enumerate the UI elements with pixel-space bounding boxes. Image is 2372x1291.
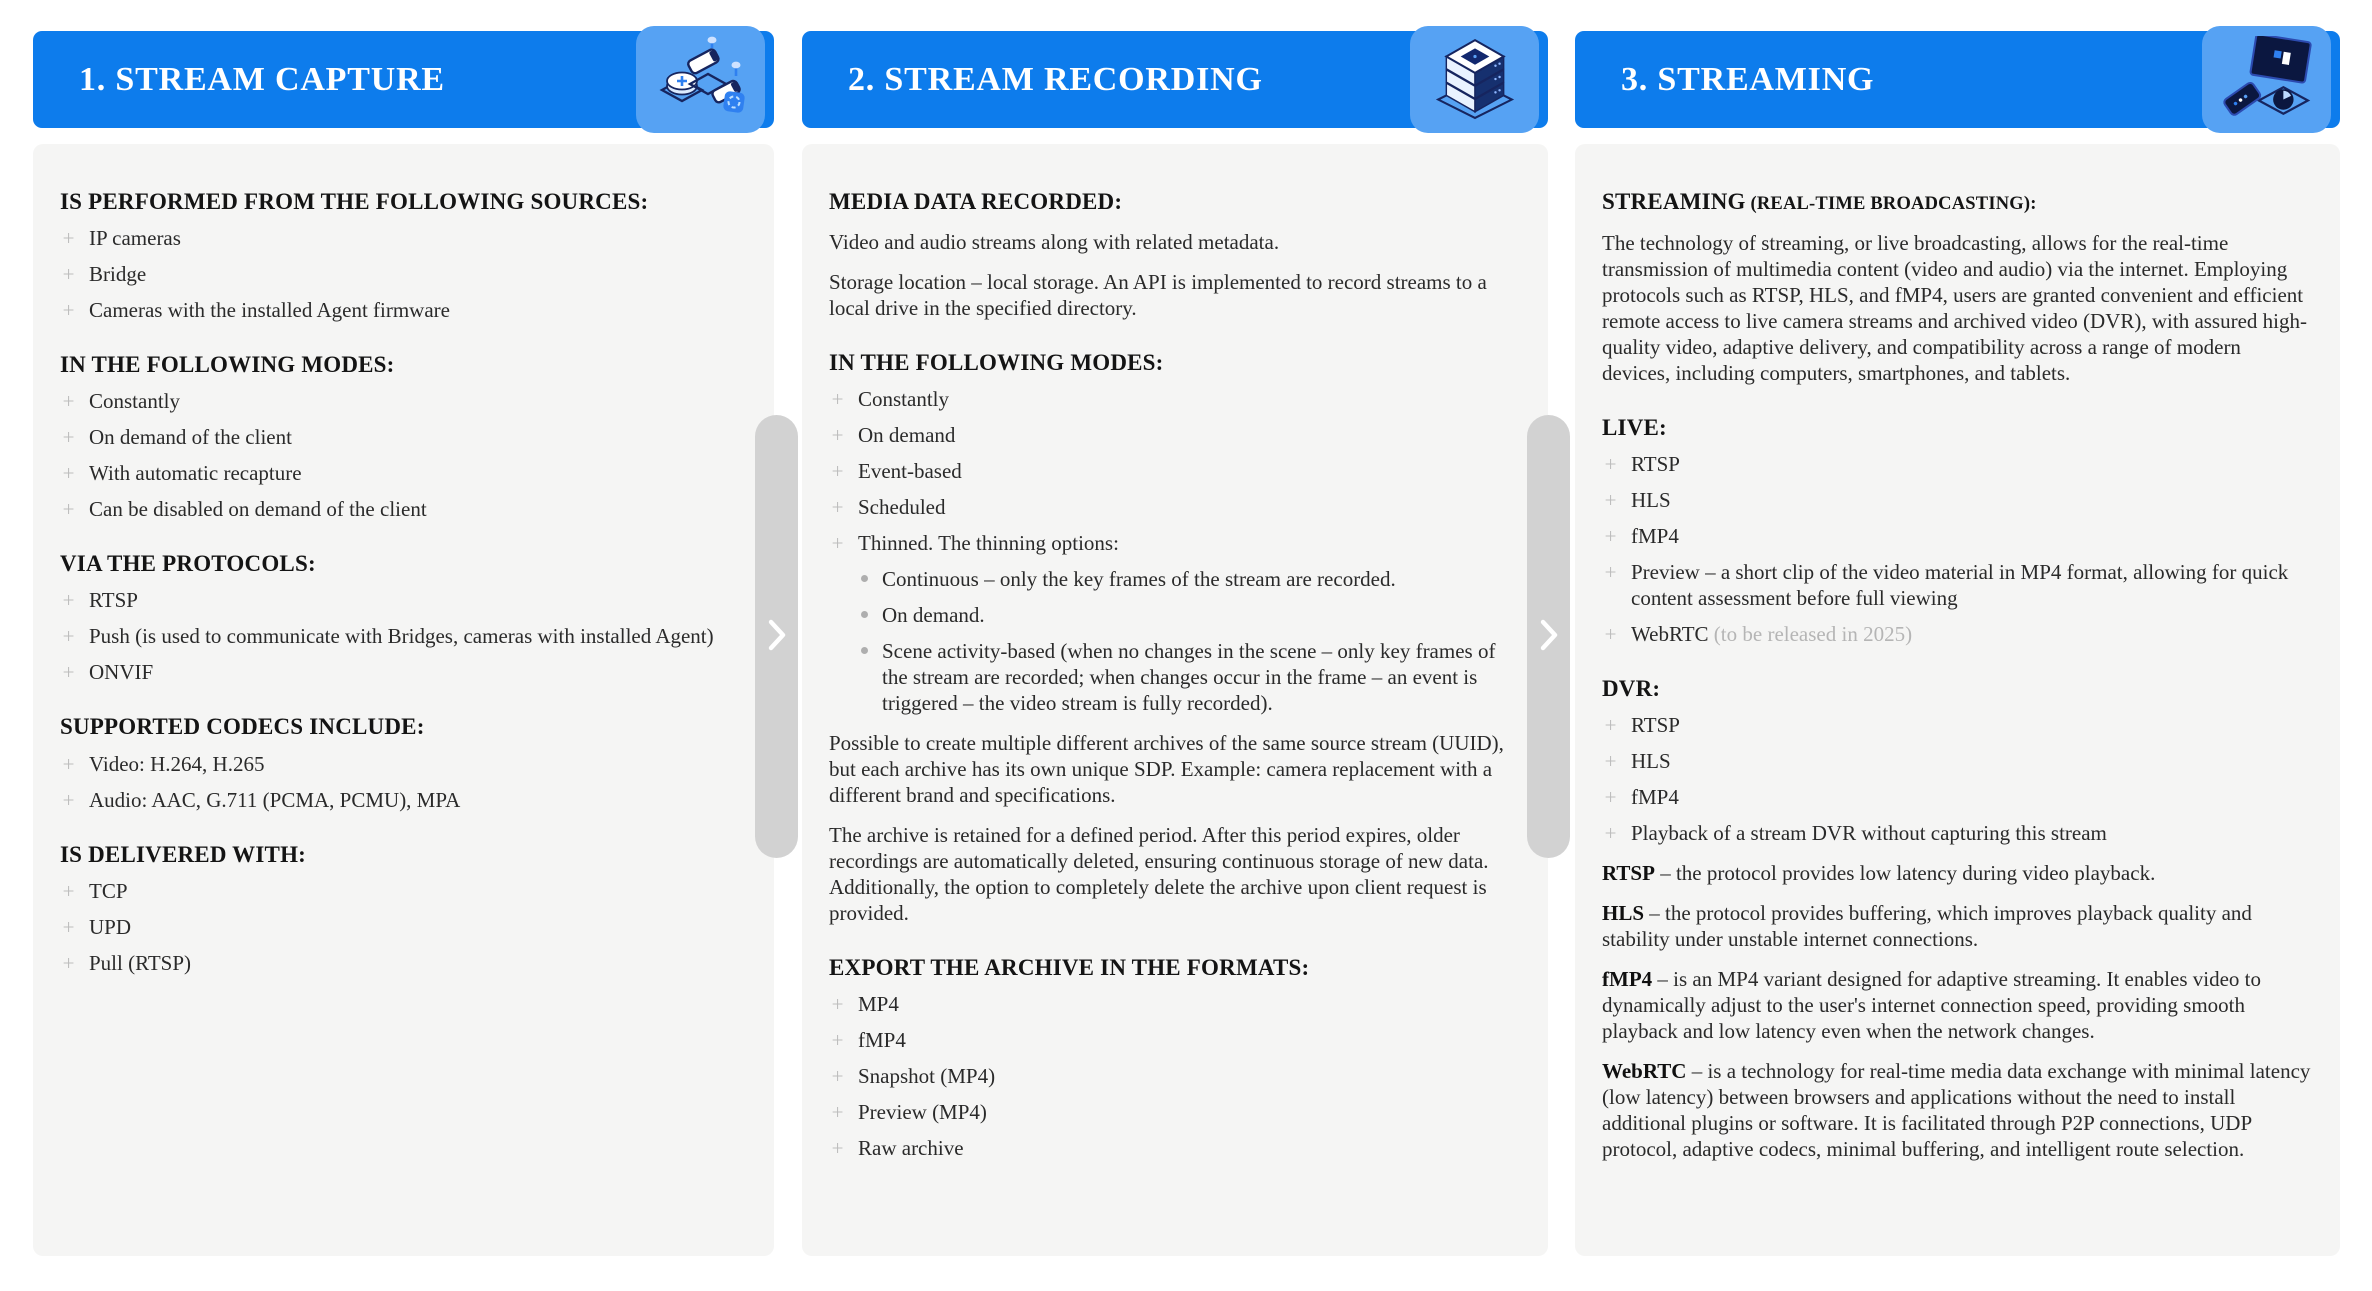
- list-item-text: Preview (MP4): [858, 1100, 987, 1125]
- list: [60, 225, 747, 323]
- muted-note: (to be released in 2025): [1708, 621, 1913, 646]
- plus-icon: +: [62, 226, 75, 251]
- list-item: [60, 751, 747, 777]
- plus-icon: +: [62, 624, 75, 649]
- list-item: [60, 261, 747, 287]
- list-item: [829, 1099, 1521, 1125]
- list-item-text: ONVIF: [89, 660, 154, 685]
- column-title: 1. STREAM CAPTURE: [79, 60, 445, 98]
- term: RTSP: [1602, 861, 1655, 886]
- column-title: 3. STREAMING: [1621, 60, 1875, 98]
- card-streaming: [1575, 144, 2340, 1256]
- list-item: [829, 458, 1521, 484]
- section-heading-text: EXPORT THE ARCHIVE IN THE FORMATS:: [829, 955, 1310, 981]
- plus-icon: +: [831, 992, 844, 1017]
- list-item-text: RTSP: [1631, 451, 1680, 476]
- section-heading-text: LIVE:: [1602, 414, 1667, 440]
- plus-icon: +: [831, 495, 844, 520]
- plus-icon: +: [831, 1100, 844, 1125]
- section-heading: [829, 349, 1521, 376]
- plus-icon: +: [62, 425, 75, 450]
- list-item: [1602, 451, 2313, 477]
- section-heading-text: SUPPORTED CODECS INCLUDE:: [60, 714, 425, 740]
- list-item: [60, 659, 747, 685]
- plus-icon: +: [62, 950, 75, 975]
- plus-icon: +: [62, 588, 75, 613]
- sub-list-item-text: Continuous – only the key frames of the stream are recorded.: [882, 567, 1396, 592]
- list-item: [60, 424, 747, 450]
- section-heading: [60, 841, 747, 868]
- term: WebRTC: [1602, 1059, 1687, 1084]
- plus-icon: +: [62, 497, 75, 522]
- paragraph: Video and audio streams along with related metadata.: [829, 230, 1280, 255]
- list-item-text: Video: H.264, H.265: [89, 751, 265, 776]
- list-item: [60, 587, 747, 613]
- list-item: [60, 460, 747, 486]
- list-item-text: Scheduled: [858, 495, 946, 520]
- list-item: [1602, 712, 2313, 738]
- list-item: [1602, 621, 2313, 647]
- section-heading: [1602, 414, 2313, 441]
- list: [829, 386, 1521, 716]
- list: [60, 388, 747, 522]
- list-item: [1602, 748, 2313, 774]
- plus-icon: +: [831, 423, 844, 448]
- list-item-text: fMP4: [858, 1028, 906, 1053]
- section-heading-suffix: (REAL-TIME BROADCASTING):: [1745, 194, 2037, 214]
- section-heading-text: DVR:: [1602, 675, 1661, 701]
- list-item: [60, 878, 747, 904]
- list: [1602, 712, 2313, 846]
- list-item: [60, 914, 747, 940]
- plus-icon: +: [1604, 451, 1617, 476]
- plus-icon: +: [62, 461, 75, 486]
- bullet-dot-icon: [861, 611, 868, 618]
- list-item-text: Push (is used to communicate with Bridges, cameras with installed Agent): [89, 624, 714, 649]
- list-item: [1602, 523, 2313, 549]
- list-item-text: Bridge: [89, 262, 147, 287]
- list-item-text: Raw archive: [858, 1136, 964, 1161]
- column-header: [802, 31, 1548, 128]
- list-item-text: IP cameras: [89, 226, 181, 251]
- list-item: [1602, 559, 2313, 611]
- plus-icon: +: [62, 787, 75, 812]
- server-stack-icon: [1432, 34, 1518, 125]
- list-item-text: fMP4: [1631, 785, 1679, 810]
- carousel-next-button[interactable]: [755, 415, 798, 858]
- section-heading-text: IN THE FOLLOWING MODES:: [60, 352, 395, 378]
- section-heading-text: VIA THE PROTOCOLS:: [60, 551, 316, 577]
- plus-icon: +: [1604, 749, 1617, 774]
- icon-tile: [2202, 26, 2331, 133]
- carousel-next-button[interactable]: [1527, 415, 1570, 858]
- plus-icon: +: [1604, 559, 1617, 584]
- section-heading: [1602, 188, 2313, 216]
- list: [829, 991, 1521, 1161]
- chevron-right-icon: [1540, 619, 1558, 654]
- term: fMP4: [1602, 967, 1653, 992]
- plus-icon: +: [62, 660, 75, 685]
- plus-icon: +: [1604, 487, 1617, 512]
- icon-tile: [1410, 26, 1539, 133]
- list-item-text: On demand of the client: [89, 425, 292, 450]
- plus-icon: +: [831, 1028, 844, 1053]
- sub-list-item: [861, 566, 1521, 592]
- section-heading-text: IS DELIVERED WITH:: [60, 841, 307, 867]
- list: [1602, 451, 2313, 647]
- plus-icon: +: [62, 914, 75, 939]
- list-item: [60, 623, 747, 649]
- list-item-text: Thinned. The thinning options:: [858, 531, 1119, 556]
- card-stream-capture: [33, 144, 774, 1256]
- plus-icon: +: [831, 387, 844, 412]
- list-item-text: fMP4: [1631, 523, 1679, 548]
- plus-icon: +: [1604, 621, 1617, 646]
- list-item-text: Snapshot (MP4): [858, 1064, 996, 1089]
- paragraph: WebRTC – is a technology for real-time media data exchange with minimal latency (low latency) between browsers and applications without the need to install additional plugins or software. It is facilitated through P2P connections, UDP protocol, adaptive codecs, minimal buffering, and intelligent route selection.: [1602, 1059, 2311, 1162]
- column-stream-recording: [802, 31, 1548, 1256]
- list-item-text: Audio: AAC, G.711 (PCMA, PCMU), MPA: [89, 787, 461, 812]
- paragraph: RTSP – the protocol provides low latency during video playback.: [1602, 861, 2156, 886]
- list-item-text: HLS: [1631, 749, 1671, 774]
- chevron-right-icon: [768, 619, 786, 654]
- section-heading-text: IS PERFORMED FROM THE FOLLOWING SOURCES:: [60, 189, 649, 214]
- plus-icon: +: [62, 389, 75, 414]
- list-item-text: UPD: [89, 914, 132, 939]
- list-item: [829, 530, 1521, 556]
- list-item: [829, 494, 1521, 520]
- list-item-text: RTSP: [89, 588, 138, 613]
- section-heading-text: IN THE FOLLOWING MODES:: [829, 350, 1164, 376]
- list-item: [829, 1063, 1521, 1089]
- paragraph: fMP4 – is an MP4 variant designed for adaptive streaming. It enables video to dynamically adjust to the user's internet connection speed, providing smooth playback and low latency even when the network changes.: [1602, 967, 2262, 1044]
- list-item: [829, 1135, 1521, 1161]
- paragraph: Possible to create multiple different archives of the same source stream (UUID), but each archive has its own unique SDP. Example: camera replacement with a different brand and specifications.: [829, 731, 1504, 808]
- plus-icon: +: [1604, 713, 1617, 738]
- section-heading: [60, 188, 747, 215]
- list-item-text: MP4: [858, 992, 899, 1017]
- plus-icon: +: [831, 459, 844, 484]
- section-heading: [60, 713, 747, 740]
- list-item-text: Constantly: [89, 389, 181, 414]
- list-item: [60, 225, 747, 251]
- plus-icon: +: [831, 531, 844, 556]
- plus-icon: +: [62, 262, 75, 287]
- paragraph: Storage location – local storage. An API is implemented to record streams to a local drive in the specified directory.: [829, 270, 1487, 321]
- list-item-text: Pull (RTSP): [89, 950, 192, 975]
- list-item: [60, 496, 747, 522]
- sub-list-item-text: On demand.: [882, 603, 985, 628]
- plus-icon: +: [1604, 785, 1617, 810]
- paragraph: The technology of streaming, or live broadcasting, allows for the real-time transmission of multimedia content (video and audio) via the internet. Employing protocols such as RTSP, HLS, and fMP4, users are granted convenient and efficient remote access to live camera streams and archived video (DVR), with assured high-quality video, adaptive delivery, and compatibility across a range of modern devices, including computers, smartphones, and tablets.: [1602, 230, 2307, 385]
- list-item-text: Playback of a stream DVR without capturing this stream: [1631, 821, 2107, 846]
- list-item-text: On demand: [858, 423, 956, 448]
- term: HLS: [1602, 901, 1645, 926]
- plus-icon: +: [831, 1064, 844, 1089]
- column-header: [33, 31, 774, 128]
- paragraph: The archive is retained for a defined period. After this period expires, older recordings are automatically deleted, ensuring continuous storage of new data. Additionally, the option to completely delete the archive upon client request is provided.: [829, 823, 1489, 926]
- column-streaming: [1575, 31, 2340, 1256]
- section-heading-text: MEDIA DATA RECORDED:: [829, 189, 1123, 214]
- list-item: [829, 1027, 1521, 1053]
- list-item: [829, 386, 1521, 412]
- section-heading: [60, 550, 747, 577]
- list-item-text: Event-based: [858, 459, 962, 484]
- column-stream-capture: [33, 31, 774, 1256]
- list-item-text: RTSP: [1631, 713, 1680, 738]
- list-item: [1602, 820, 2313, 846]
- list-item: [60, 950, 747, 976]
- plus-icon: +: [1604, 821, 1617, 846]
- plus-icon: +: [62, 878, 75, 903]
- sub-list-item-text: Scene activity-based (when no changes in the scene – only key frames of the stream are recorded; when changes occur in the frame – an event is triggered – the video stream is fully recorded).: [882, 639, 1496, 716]
- section-heading: [829, 954, 1521, 981]
- bullet-dot-icon: [861, 575, 868, 582]
- section-heading: [60, 351, 747, 378]
- bullet-dot-icon: [861, 647, 868, 654]
- list-item-text: Preview – a short clip of the video material in MP4 format, allowing for quick content assessment before full viewing: [1631, 559, 2289, 610]
- list-item: [1602, 784, 2313, 810]
- list: [60, 878, 747, 976]
- list-item: [829, 991, 1521, 1017]
- sub-list-item: [861, 602, 1521, 628]
- list-item-text: With automatic recapture: [89, 461, 302, 486]
- list-item-text: HLS: [1631, 487, 1671, 512]
- column-title: 2. STREAM RECORDING: [848, 60, 1263, 98]
- list-item: [1602, 487, 2313, 513]
- plus-icon: +: [62, 751, 75, 776]
- list-item: [829, 422, 1521, 448]
- list-item-text: WebRTC (to be released in 2025): [1631, 621, 1913, 646]
- streaming-devices-icon: [2220, 36, 2314, 123]
- plus-icon: +: [62, 298, 75, 323]
- list: [60, 751, 747, 813]
- list-item: [60, 297, 747, 323]
- paragraph: HLS – the protocol provides buffering, which improves playback quality and stability under unstable internet connections.: [1602, 901, 2252, 952]
- list: [60, 587, 747, 685]
- list-item: [60, 787, 747, 813]
- card-stream-recording: [802, 144, 1548, 1256]
- list-item: [60, 388, 747, 414]
- sub-list-item: [861, 638, 1521, 716]
- list-item-text: Constantly: [858, 387, 950, 412]
- section-heading: [829, 188, 1521, 215]
- plus-icon: +: [831, 1136, 844, 1161]
- section-heading-text: STREAMING: [1602, 189, 1746, 214]
- list-item-text: Cameras with the installed Agent firmware: [89, 298, 450, 323]
- icon-tile: [636, 26, 765, 133]
- column-header: [1575, 31, 2340, 128]
- plus-icon: +: [1604, 523, 1617, 548]
- list-item-text: Can be disabled on demand of the client: [89, 497, 427, 522]
- surveillance-cameras-icon: [654, 36, 748, 123]
- list-item-text: TCP: [89, 878, 128, 903]
- section-heading: [1602, 675, 2313, 702]
